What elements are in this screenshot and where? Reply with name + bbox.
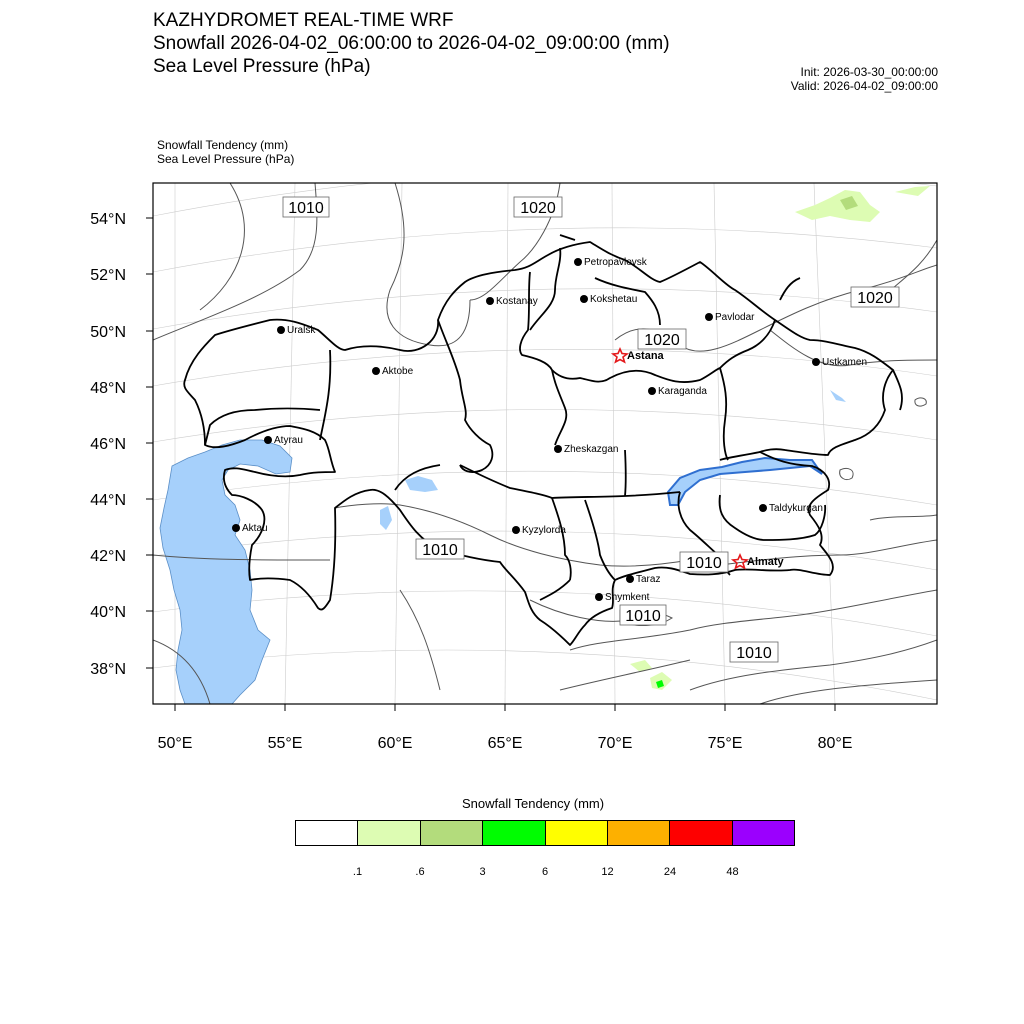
city-marker <box>812 358 820 366</box>
city-marker <box>580 295 588 303</box>
colorbar-title: Snowfall Tendency (mm) <box>462 796 605 811</box>
lat-labels <box>90 211 126 678</box>
city-marker <box>595 593 603 601</box>
lon-label: 65°E <box>487 735 523 752</box>
colorbar-swatch <box>733 821 794 845</box>
city-label: Shymkent <box>605 592 650 603</box>
capital-star-icon <box>613 349 627 362</box>
colorbar-tick-label: 48 <box>726 866 739 878</box>
colorbar-swatch <box>670 821 732 845</box>
isobar-label: 1020 <box>520 200 556 217</box>
aral-sea <box>405 476 438 492</box>
map-area <box>153 169 937 704</box>
lat-label: 40°N <box>90 604 126 621</box>
city-marker <box>264 436 272 444</box>
field-legend-line1: Snowfall Tendency (mm) <box>157 138 289 152</box>
colorbar-swatch <box>358 821 420 845</box>
lon-label: 60°E <box>377 735 413 752</box>
lon-label: 75°E <box>707 735 743 752</box>
city-marker <box>232 524 240 532</box>
city-marker <box>705 313 713 321</box>
colorbar <box>295 820 795 846</box>
isobar-label: 1020 <box>644 332 680 349</box>
colorbar-tick-label: .1 <box>352 866 363 878</box>
colorbar-swatch <box>608 821 670 845</box>
city-label: Petropavlovsk <box>584 257 647 268</box>
city-marker <box>277 326 285 334</box>
lon-label: 70°E <box>597 735 633 752</box>
city-label: Kostanay <box>496 296 538 307</box>
lat-label: 44°N <box>90 492 126 509</box>
city-label: Pavlodar <box>715 312 755 323</box>
city-label: Kyzylorda <box>522 525 566 536</box>
colorbar-ticks <box>0 866 1024 882</box>
city-label: Almaty <box>747 556 784 568</box>
city-label: Aktobe <box>382 366 414 377</box>
city-label: Ustkamen <box>822 357 868 368</box>
city-marker <box>512 526 520 534</box>
caspian-sea <box>160 440 292 704</box>
colorbar-swatch <box>483 821 545 845</box>
city-label: Zheskazgan <box>564 444 619 455</box>
isobar-label: 1010 <box>288 200 324 217</box>
colorbar-swatch <box>546 821 608 845</box>
isobar-label: 1010 <box>422 542 458 559</box>
city-marker <box>554 445 562 453</box>
snowfall-patches <box>630 186 930 690</box>
field-legend-line2: Sea Level Pressure (hPa) <box>157 152 295 166</box>
city-marker <box>626 575 634 583</box>
city-label: Taldykurgan <box>769 503 823 514</box>
isobar-label: 1010 <box>625 608 661 625</box>
city-marker <box>759 504 767 512</box>
city-label: Astana <box>627 350 664 362</box>
colorbar-tick-label: .6 <box>415 866 425 878</box>
city-label: Karaganda <box>658 386 707 397</box>
city-label: Kokshetau <box>590 294 638 305</box>
init-time: Init: 2026-03-30_00:00:00 <box>800 65 938 79</box>
lat-label: 50°N <box>90 324 126 341</box>
lon-labels <box>158 735 853 752</box>
isobar-label: 1010 <box>686 555 722 572</box>
cities <box>232 257 867 603</box>
valid-time: Valid: 2026-04-02_09:00:00 <box>790 79 938 93</box>
colorbar-tick-label: 24 <box>663 866 677 878</box>
city-label: Taraz <box>636 574 661 585</box>
lon-label: 80°E <box>817 735 853 752</box>
isobar-label: 1020 <box>857 290 893 307</box>
lat-label: 42°N <box>90 548 126 565</box>
lon-label: 50°E <box>157 735 193 752</box>
lat-label: 54°N <box>90 211 126 228</box>
lat-label: 46°N <box>90 436 126 453</box>
city-marker <box>648 387 656 395</box>
city-marker <box>574 258 582 266</box>
isobar-label: 1010 <box>736 645 772 662</box>
lat-label: 38°N <box>90 661 126 678</box>
colorbar-swatch <box>421 821 483 845</box>
city-label: Atyrau <box>274 435 303 446</box>
city-marker <box>372 367 380 375</box>
lat-label: 48°N <box>90 380 126 397</box>
colorbar-tick-label: 6 <box>541 866 549 878</box>
lon-label: 55°E <box>267 735 303 752</box>
city-label: Uralsk <box>287 325 316 336</box>
colorbar-swatch <box>296 821 358 845</box>
colorbar-tick-label: 12 <box>601 866 614 878</box>
capital-star-icon <box>733 555 747 568</box>
chart-title: KAZHYDROMET REAL-TIME WRF <box>153 10 454 31</box>
city-label: Aktau <box>242 523 268 534</box>
city-marker <box>486 297 494 305</box>
chart-subtitle-2: Sea Level Pressure (hPa) <box>153 56 371 77</box>
colorbar-tick-label: 3 <box>479 866 486 878</box>
lat-label: 52°N <box>90 267 126 284</box>
chart-subtitle: Snowfall 2026-04-02_06:00:00 to 2026-04-02_09:00:00 (mm) <box>153 33 670 54</box>
